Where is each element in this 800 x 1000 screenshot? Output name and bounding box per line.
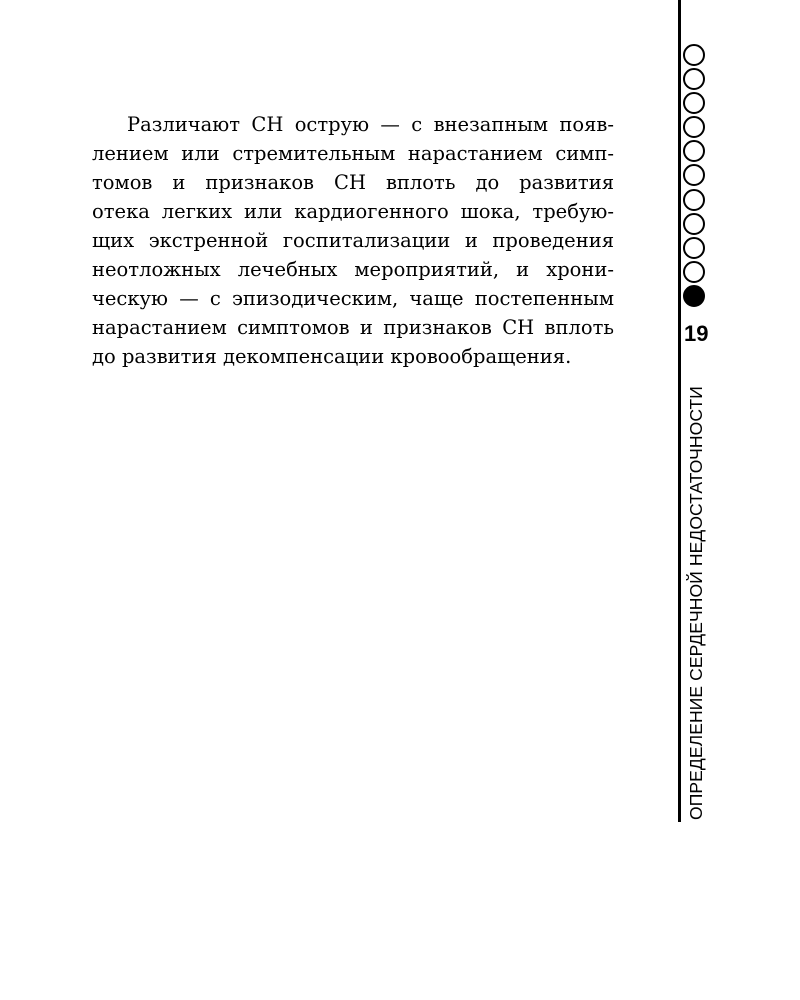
circle-icon: [683, 237, 705, 259]
section-markers: [683, 44, 711, 309]
circle-icon: [683, 164, 705, 186]
running-head: ОПРЕДЕЛЕНИЕ СЕРДЕЧНОЙ НЕДОСТАТОЧНОСТИ: [686, 386, 706, 820]
paragraph-line: ческую — с эпизодическим, чаще постепенным: [92, 287, 614, 310]
paragraph-line: томов и признаков СН вплоть до развития: [92, 171, 614, 194]
paragraph-line: неотложных лечебных мероприятий, и хрони-: [92, 258, 614, 281]
paragraph-line: Различают СН острую — с внезапным появ-: [127, 113, 614, 136]
filled-circle-icon: [683, 285, 705, 307]
body-paragraph: [92, 110, 614, 371]
paragraph-line: лением или стремительным нарастанием симп-: [92, 142, 614, 165]
circle-icon: [683, 189, 705, 211]
page-number: 19: [684, 321, 709, 346]
circle-icon: [683, 68, 705, 90]
paragraph-line: нарастанием симптомов и признаков СН вплоть: [92, 316, 614, 339]
circle-icon: [683, 140, 705, 162]
paragraph-line: до развития декомпенсации кровообращения.: [92, 345, 572, 368]
paragraph-line: отека легких или кардиогенного шока, требую-: [92, 200, 614, 223]
circle-icon: [683, 116, 705, 138]
margin-rule: [678, 0, 681, 822]
circle-icon: [683, 44, 705, 66]
circle-icon: [683, 213, 705, 235]
circle-icon: [683, 92, 705, 114]
circle-icon: [683, 261, 705, 283]
paragraph-line: щих экстренной госпитализации и проведения: [92, 229, 614, 252]
